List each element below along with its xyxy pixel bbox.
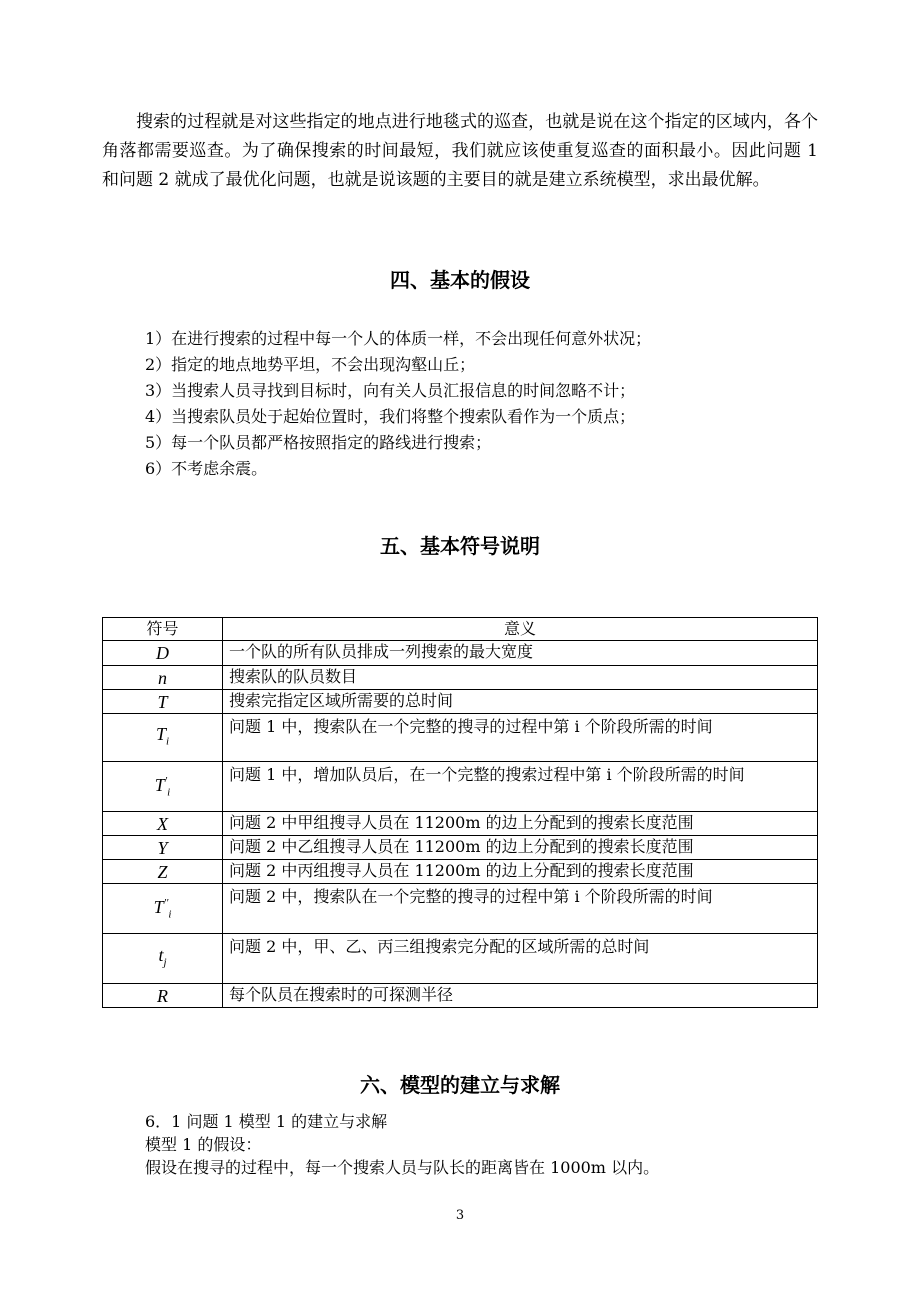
symbol-cell: D <box>103 641 223 666</box>
table-row <box>103 812 818 836</box>
table-row <box>103 690 818 714</box>
symbol-cell: $T'_i$ <box>103 762 223 812</box>
assumption-item: 1）在进行搜索的过程中每一个人的体质一样，不会出现任何意外状况； <box>145 329 652 348</box>
section6-heading: 六、模型的建立与求解 <box>360 1073 560 1097</box>
assumption-item: 5）每一个队员都严格按照指定的路线进行搜索； <box>145 433 492 452</box>
symbol-cell: $t_j$ <box>103 934 223 984</box>
meaning-cell: 每个队员在搜索时的可探测半径 <box>223 984 818 1008</box>
assumption-item: 6）不考虑余震。 <box>145 459 268 478</box>
table-header-row <box>103 618 818 641</box>
page-number: 3 <box>455 1208 465 1223</box>
table-row <box>103 934 818 984</box>
table-row <box>103 762 818 812</box>
header-symbol: 符号 <box>103 618 223 641</box>
symbol-table <box>102 617 818 1008</box>
table-row <box>103 984 818 1008</box>
symbol-cell: X <box>103 812 223 836</box>
meaning-cell: 搜索队的队员数目 <box>223 666 818 690</box>
table-row <box>103 666 818 690</box>
intro-paragraph: 搜索的过程就是对这些指定的地点进行地毯式的巡查，也就是说在这个指定的区域内，各个角落都需要巡查。为了确保搜索的时间最短，我们就应该使重复巡查的面积最小。因此问题 1 和问题 2 就成了最优化问题，也就是说该题的主要目的就是建立系统模型，求出最优解。 <box>102 112 818 190</box>
assumption-text: 假设在搜寻的过程中，每一个搜索人员与队长的距离皆在 1000m 以内。 <box>145 1158 660 1177</box>
meaning-cell: 问题 2 中乙组搜寻人员在 11200m 的边上分配到的搜索长度范围 <box>223 836 818 860</box>
section5-heading: 五、基本符号说明 <box>380 534 540 558</box>
meaning-cell: 问题 2 中，甲、乙、丙三组搜索完分配的区域所需的总时间 <box>223 934 818 984</box>
symbol-cell: R <box>103 984 223 1008</box>
meaning-cell: 搜索完指定区域所需要的总时间 <box>223 690 818 714</box>
table-row <box>103 836 818 860</box>
symbol-cell: Y <box>103 836 223 860</box>
symbol-cell: T <box>103 690 223 714</box>
symbol-cell: $T_i$ <box>103 714 223 762</box>
meaning-cell: 一个队的所有队员排成一列搜索的最大宽度 <box>223 641 818 666</box>
meaning-cell: 问题 1 中，增加队员后，在一个完整的搜索过程中第 i 个阶段所需的时间 <box>223 762 818 812</box>
meaning-cell: 问题 2 中甲组搜寻人员在 11200m 的边上分配到的搜索长度范围 <box>223 812 818 836</box>
assumption-item: 3）当搜索人员寻找到目标时，向有关人员汇报信息的时间忽略不计； <box>145 381 636 400</box>
header-meaning: 意义 <box>223 618 818 641</box>
assumption-item: 4）当搜索队员处于起始位置时，我们将整个搜索队看作为一个质点； <box>145 407 636 426</box>
symbol-cell: Z <box>103 860 223 884</box>
assumption-item: 2）指定的地点地势平坦，不会出现沟壑山丘； <box>145 355 476 374</box>
symbol-cell: n <box>103 666 223 690</box>
table-row <box>103 714 818 762</box>
subsection-title: 6．1 问题 1 模型 1 的建立与求解 <box>145 1112 388 1131</box>
assumption-list <box>145 326 825 482</box>
table-row <box>103 641 818 666</box>
table-row <box>103 884 818 934</box>
table-row <box>103 860 818 884</box>
meaning-cell: 问题 1 中，搜索队在一个完整的搜寻的过程中第 i 个阶段所需的时间 <box>223 714 818 762</box>
meaning-cell: 问题 2 中丙组搜寻人员在 11200m 的边上分配到的搜索长度范围 <box>223 860 818 884</box>
meaning-cell: 问题 2 中，搜索队在一个完整的搜寻的过程中第 i 个阶段所需的时间 <box>223 884 818 934</box>
section4-heading: 四、基本的假设 <box>390 268 530 292</box>
assumption-label: 模型 1 的假设： <box>145 1135 262 1154</box>
symbol-cell: $T''_i$ <box>103 884 223 934</box>
